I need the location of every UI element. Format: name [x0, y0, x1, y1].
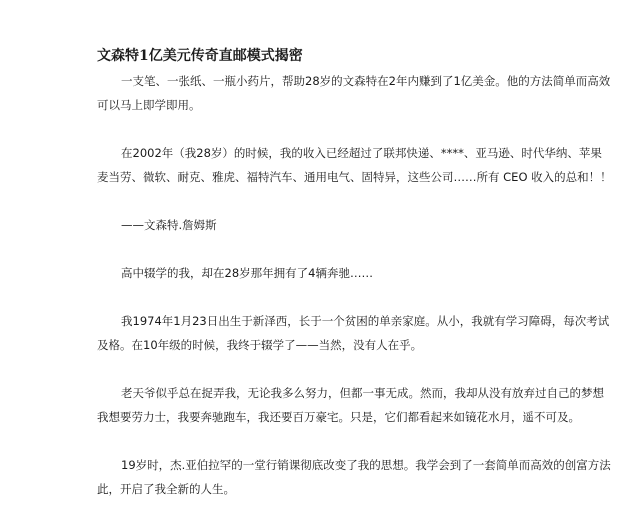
paragraph-turning-point	[97, 453, 623, 501]
paragraph-line: 麦当劳、微软、耐克、雅虎、福特汽车、通用电气、固特异，这些公司……所有 CEO 收入的总和！！	[97, 170, 612, 184]
paragraph-line: 我1974年1月23日出生于新泽西，长于一个贫困的单亲家庭。从小，我就有学习障碍，每次考试	[121, 314, 610, 328]
paragraph-line: 19岁时，杰.亚伯拉罕的一堂行销课彻底改变了我的思想。我学会到了一套简单而高效的创富方法	[121, 458, 611, 472]
paragraph-income	[97, 141, 623, 189]
paragraph-birth	[97, 309, 623, 357]
article	[97, 46, 623, 525]
paragraph-line: 高中辍学的我，却在28岁那年拥有了4辆奔驰……	[121, 266, 373, 280]
paragraph-line: 老天爷似乎总在捉弄我，无论我多么努力，但都一事无成。然而，我却从没有放弃过自己的梦想	[121, 386, 604, 400]
author-attribution: ——文森特.詹姆斯	[121, 218, 217, 232]
paragraph-intro	[97, 69, 623, 117]
paragraph-line: 可以马上即学即用。	[97, 98, 201, 112]
paragraph-line: 及格。在10年级的时候，我终于辍学了——当然，没有人在乎。	[97, 338, 423, 352]
paragraph-dreams	[97, 381, 623, 429]
paragraph-line: 一支笔、一张纸、一瓶小药片，帮助28岁的文森特在2年内赚到了1亿美金。他的方法简单而高效	[121, 74, 611, 88]
article-title: 文森特1亿美元传奇直邮模式揭密	[97, 48, 303, 64]
paragraph-line: 我想要劳力士，我要奔驰跑车，我还要百万豪宅。只是，它们都看起来如镜花水月，遥不可及。	[97, 410, 580, 424]
paragraph-line: 此，开启了我全新的人生。	[97, 482, 235, 496]
paragraph-line: 在2002年（我28岁）的时候，我的收入已经超过了联邦快递、****、亚马逊、时代华纳、苹果	[121, 146, 602, 160]
paragraph-attribution	[97, 213, 623, 237]
paragraph-dropout	[97, 261, 623, 285]
